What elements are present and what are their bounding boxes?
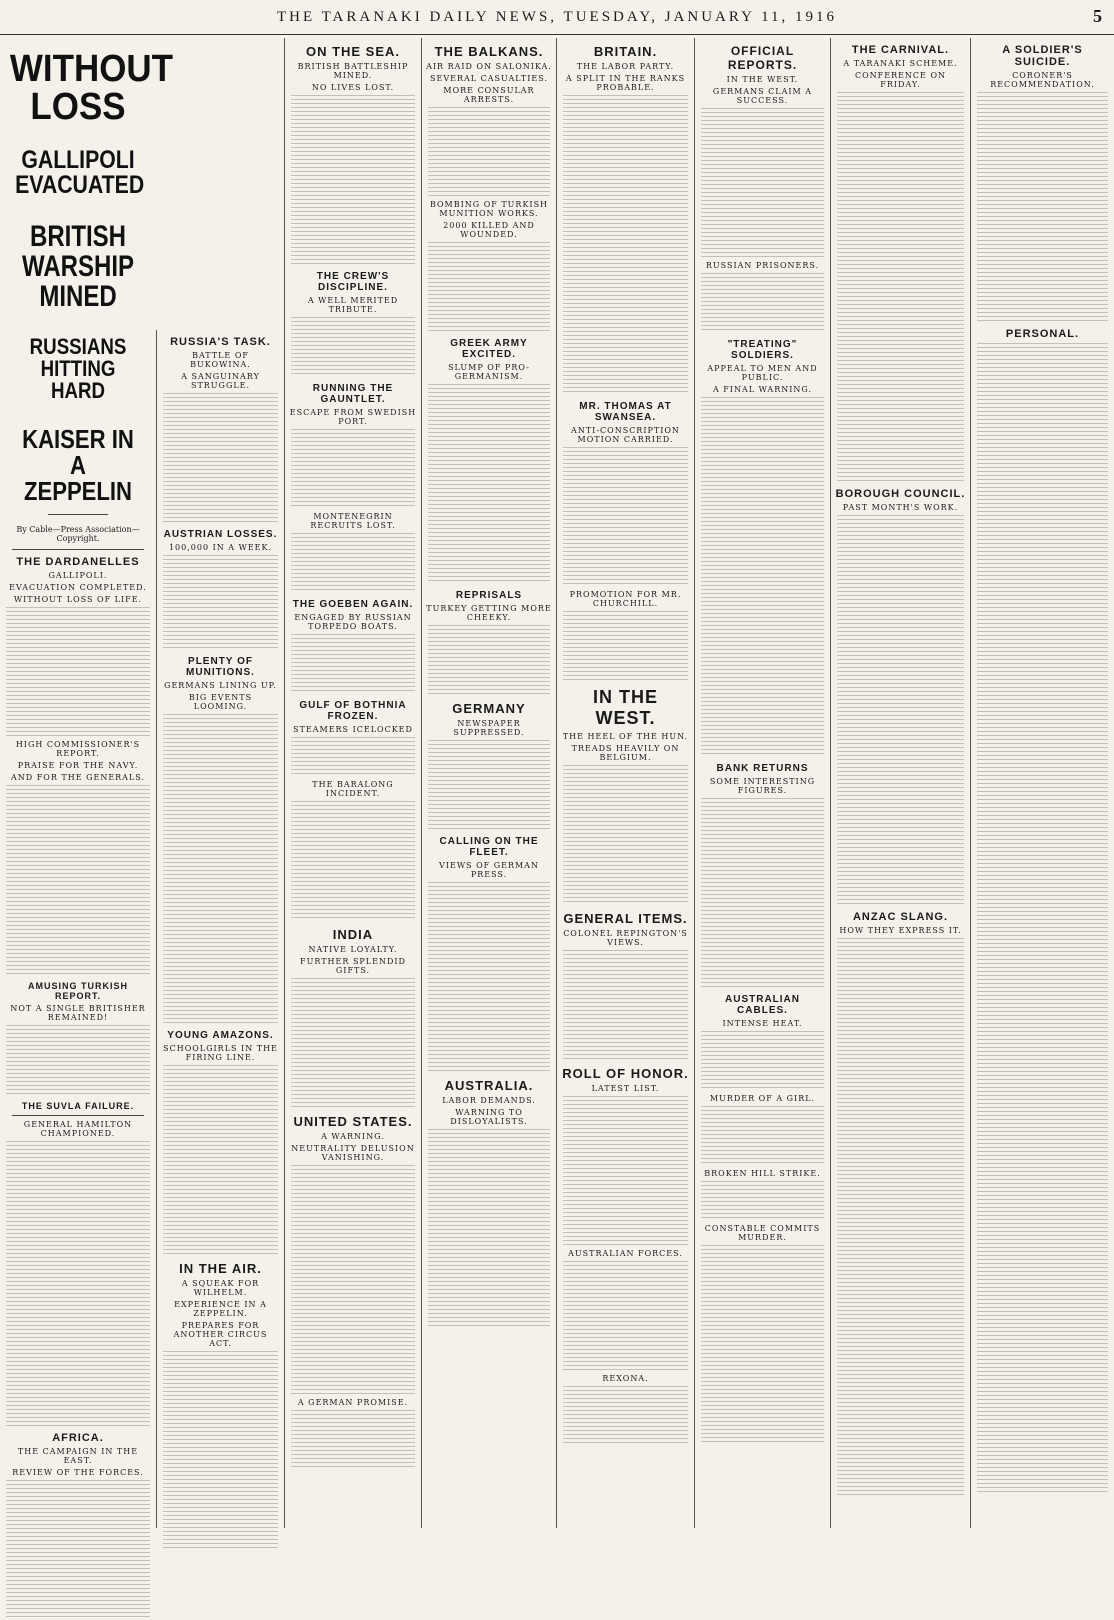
subheading: FURTHER SPLENDID GIFTS.	[300, 957, 406, 975]
section-heading: AUSTRALIAN CABLES.	[725, 994, 800, 1016]
article-body	[701, 1106, 824, 1166]
article-body	[563, 765, 688, 905]
subheading: REXONA.	[602, 1374, 649, 1383]
article-body	[701, 1245, 824, 1445]
article-body	[6, 1141, 150, 1426]
section-heading: PLENTY OF MUNITIONS.	[186, 656, 255, 678]
section-heading: CALLING ON THE FLEET.	[439, 836, 539, 858]
article-body	[701, 1031, 824, 1091]
article-body	[563, 1386, 688, 1446]
subheading: LATEST LIST.	[591, 1084, 660, 1093]
section-heading: GERMANY	[452, 701, 526, 716]
subheading: THE BARALONG INCIDENT.	[312, 780, 394, 798]
subheading: GALLIPOLI.	[48, 571, 108, 580]
page-number: 5	[1093, 6, 1102, 26]
article-body	[428, 625, 550, 695]
section-heading: ON THE SEA.	[305, 44, 401, 59]
column-4	[421, 38, 556, 1528]
article-body	[291, 634, 415, 694]
subheading: AUSTRALIAN FORCES.	[568, 1249, 683, 1258]
article-body	[701, 798, 824, 988]
article-body	[563, 1261, 688, 1371]
article-body	[428, 740, 550, 830]
subheading: GERMANS CLAIM A SUCCESS.	[712, 87, 813, 105]
subheading: NATIVE LOYALTY.	[308, 945, 398, 954]
subheading: BIG EVENTS LOOMING.	[188, 693, 253, 711]
article-body	[6, 785, 150, 975]
subheading: 2000 KILLED AND WOUNDED.	[443, 221, 535, 239]
section-heading: IN THE WEST.	[592, 687, 658, 728]
section-heading: UNITED STATES.	[293, 1114, 413, 1129]
subheading: THE HEEL OF THE HUN.	[562, 732, 689, 741]
article-body	[6, 1025, 150, 1095]
article-body	[701, 273, 824, 333]
subheading: A SANGUINARY STRUGGLE.	[181, 372, 260, 390]
subheading: EXPERIENCE IN A ZEPPELIN.	[174, 1300, 267, 1318]
subheading: ANTI-CONSCRIPTION MOTION CARRIED.	[571, 426, 680, 444]
section-heading: GREEK ARMY EXCITED.	[450, 338, 528, 360]
subheading: CONSTABLE COMMITS MURDER.	[704, 1224, 821, 1242]
section-heading: AUSTRALIA.	[444, 1078, 534, 1093]
article-body	[291, 801, 415, 921]
article-body	[701, 108, 824, 258]
article-body	[6, 607, 150, 737]
article-body	[837, 515, 964, 905]
article-body	[163, 1065, 278, 1255]
article-body	[701, 1181, 824, 1221]
section-heading: OFFICIAL REPORTS.	[727, 44, 798, 72]
subheading: BROKEN HILL STRIKE.	[704, 1169, 821, 1178]
section-heading: THE CARNIVAL.	[851, 44, 950, 56]
subheading: 100,000 IN A WEEK.	[168, 543, 273, 552]
subheading: SOME INTERESTING FIGURES.	[709, 777, 816, 795]
section-heading: GULF OF BOTHNIA FROZEN.	[299, 700, 407, 722]
subheading: TURKEY GETTING MORE CHEEKY.	[426, 604, 552, 622]
article-body	[428, 242, 550, 332]
article-body	[291, 1410, 415, 1470]
subheading: GENERAL HAMILTON CHAMPIONED.	[23, 1120, 133, 1138]
subheading: SLUMP OF PRO-GERMANISM.	[448, 363, 530, 381]
subheading: PRAISE FOR THE NAVY.	[17, 761, 139, 770]
column-2	[156, 330, 284, 1528]
column-3	[284, 38, 421, 1528]
section-heading: THE BALKANS.	[434, 44, 544, 59]
section-heading: THE DARDANELLES	[16, 556, 140, 568]
subheading: A SQUEAK FOR WILHELM.	[181, 1279, 260, 1297]
article-body	[977, 343, 1108, 1493]
masthead	[0, 0, 1114, 35]
subheading: HOW THEY EXPRESS IT.	[839, 926, 962, 935]
subheading: NO LIVES LOST.	[311, 83, 395, 92]
article-body	[837, 92, 964, 482]
subheading: BRITISH BATTLESHIP MINED.	[297, 62, 409, 80]
article-body	[291, 429, 415, 509]
section-heading: AMUSING TURKISH REPORT.	[28, 981, 128, 1001]
subheading: CORONER'S RECOMMENDATION.	[990, 71, 1095, 89]
article-body	[6, 1480, 150, 1620]
subheading: ENGAGED BY RUSSIAN TORPEDO BOATS.	[294, 613, 412, 631]
subheading: VIEWS OF GERMAN PRESS.	[439, 861, 539, 879]
article-body	[291, 978, 415, 1108]
subheading: REVIEW OF THE FORCES.	[12, 1468, 144, 1477]
article-body	[291, 95, 415, 265]
subheading: ESCAPE FROM SWEDISH PORT.	[289, 408, 417, 426]
section-heading: "TREATING" SOLDIERS.	[727, 339, 798, 361]
subheading: NEWSPAPER SUPPRESSED.	[453, 719, 525, 737]
subheading: A TARANAKI SCHEME.	[843, 59, 958, 68]
section-heading: REPRISALS	[455, 590, 523, 601]
article-body	[563, 1096, 688, 1246]
masthead-title: THE TARANAKI DAILY NEWS, TUESDAY, JANUARY 11, 1916	[276, 8, 838, 25]
section-heading: PERSONAL.	[1005, 328, 1080, 340]
column-6	[694, 38, 830, 1528]
subheading: EVACUATION COMPLETED.	[9, 583, 147, 592]
article-body	[563, 95, 688, 395]
subheading: A WELL MERITED TRIBUTE.	[307, 296, 399, 314]
section-heading: IN THE AIR.	[179, 1261, 262, 1276]
subheading: LABOR DEMANDS.	[442, 1096, 536, 1105]
subheading: TREADS HEAVILY ON BELGIUM.	[571, 744, 680, 762]
subheading: A WARNING.	[321, 1132, 385, 1141]
subheading: MORE CONSULAR ARRESTS.	[443, 86, 535, 104]
section-heading: A SOLDIER'S SUICIDE.	[1002, 44, 1083, 68]
subheading: RUSSIAN PRISONERS.	[705, 261, 820, 270]
byline: By Cable—Press Association—Copyright.	[16, 525, 140, 543]
subheading: A GERMAN PROMISE.	[297, 1398, 409, 1407]
article-body	[563, 447, 688, 587]
section-heading: RUNNING THE GAUNTLET.	[312, 383, 394, 405]
section-heading: YOUNG AMAZONS.	[167, 1030, 274, 1041]
subheading: NEUTRALITY DELUSION VANISHING.	[291, 1144, 415, 1162]
column-8	[970, 38, 1114, 1528]
subheading: THE CAMPAIGN IN THE EAST.	[17, 1447, 139, 1465]
subheading: GERMANS LINING UP.	[164, 681, 277, 690]
section-heading: BANK RETURNS	[716, 763, 809, 774]
subheading: BATTLE OF BUKOWINA.	[190, 351, 251, 369]
section-heading: AFRICA.	[52, 1432, 104, 1444]
section-heading: BOROUGH COUNCIL.	[835, 488, 966, 500]
section-heading: BRITAIN.	[593, 44, 658, 59]
section-heading: AUSTRIAN LOSSES.	[163, 529, 278, 540]
article-body	[428, 1129, 550, 1329]
subheading: SCHOOLGIRLS IN THE FIRING LINE.	[163, 1044, 278, 1062]
subheading: AIR RAID ON SALONIKA.	[426, 62, 552, 71]
subheading: INTENSE HEAT.	[722, 1019, 803, 1028]
article-body	[563, 950, 688, 1060]
subheading: A SPLIT IN THE RANKS PROBABLE.	[565, 74, 686, 92]
subheading: APPEAL TO MEN AND PUBLIC.	[707, 364, 818, 382]
subheading: COLONEL REPINGTON'S VIEWS.	[563, 929, 688, 947]
section-heading: THE CREW'S DISCIPLINE.	[316, 271, 390, 293]
column-1	[0, 38, 174, 1528]
article-body	[837, 938, 964, 1498]
article-body	[163, 714, 278, 1024]
section-heading: THE GOEBEN AGAIN.	[292, 599, 414, 610]
section-heading: ROLL OF HONOR.	[562, 1066, 689, 1081]
article-body	[563, 611, 688, 681]
article-body	[291, 533, 415, 593]
banner-headline-4: RUSSIANS HITTING HARD	[29, 334, 127, 403]
section-heading: GENERAL ITEMS.	[563, 911, 688, 926]
subheading: MONTENEGRIN RECRUITS LOST.	[310, 512, 396, 530]
subheading: HIGH COMMISSIONER'S REPORT.	[15, 740, 141, 758]
subheading: A FINAL WARNING.	[712, 385, 813, 394]
section-heading: MR. THOMAS AT SWANSEA.	[579, 401, 672, 423]
subheading: MURDER OF A GIRL.	[709, 1094, 816, 1103]
column-7	[830, 38, 970, 1528]
subheading: NOT A SINGLE BRITISHER REMAINED!	[10, 1004, 146, 1022]
article-body	[977, 92, 1108, 322]
article-body	[428, 882, 550, 1072]
subheading: AND FOR THE GENERALS.	[10, 773, 146, 782]
column-5	[556, 38, 694, 1528]
section-heading: ANZAC SLANG.	[852, 911, 949, 923]
article-body	[163, 393, 278, 523]
subheading: PREPARES FOR ANOTHER CIRCUS ACT.	[173, 1321, 268, 1348]
subheading: WARNING TO DISLOYALISTS.	[450, 1108, 528, 1126]
banner-headline-1: WITHOUT LOSS	[9, 48, 174, 128]
article-body	[163, 1351, 278, 1551]
banner-headline-3: BRITISH WARSHIP MINED	[21, 220, 134, 313]
subheading: PAST MONTH'S WORK.	[842, 503, 959, 512]
subheading: IN THE WEST.	[726, 75, 799, 84]
article-body	[163, 555, 278, 650]
article-body	[291, 737, 415, 777]
subheading: THE LABOR PARTY.	[576, 62, 675, 71]
banner-headline-2: GALLIPOLI EVACUATED	[15, 146, 145, 199]
section-heading: INDIA	[332, 927, 374, 942]
banner-headline-5: KAISER IN A ZEPPELIN	[22, 424, 134, 506]
article-body	[291, 1165, 415, 1395]
section-heading: THE SUVLA FAILURE.	[21, 1101, 135, 1111]
subheading: SEVERAL CASUALTIES.	[430, 74, 548, 83]
article-body	[428, 107, 550, 197]
article-body	[428, 384, 550, 584]
subheading: CONFERENCE ON FRIDAY.	[855, 71, 946, 89]
article-body	[291, 317, 415, 377]
subheading: PROMOTION FOR MR. CHURCHILL.	[569, 590, 682, 608]
subheading: WITHOUT LOSS OF LIFE.	[13, 595, 143, 604]
article-body	[701, 397, 824, 757]
subheading: STEAMERS ICELOCKED	[293, 725, 413, 734]
section-heading: RUSSIA'S TASK.	[170, 336, 271, 348]
subheading: BOMBING OF TURKISH MUNITION WORKS.	[429, 200, 549, 218]
